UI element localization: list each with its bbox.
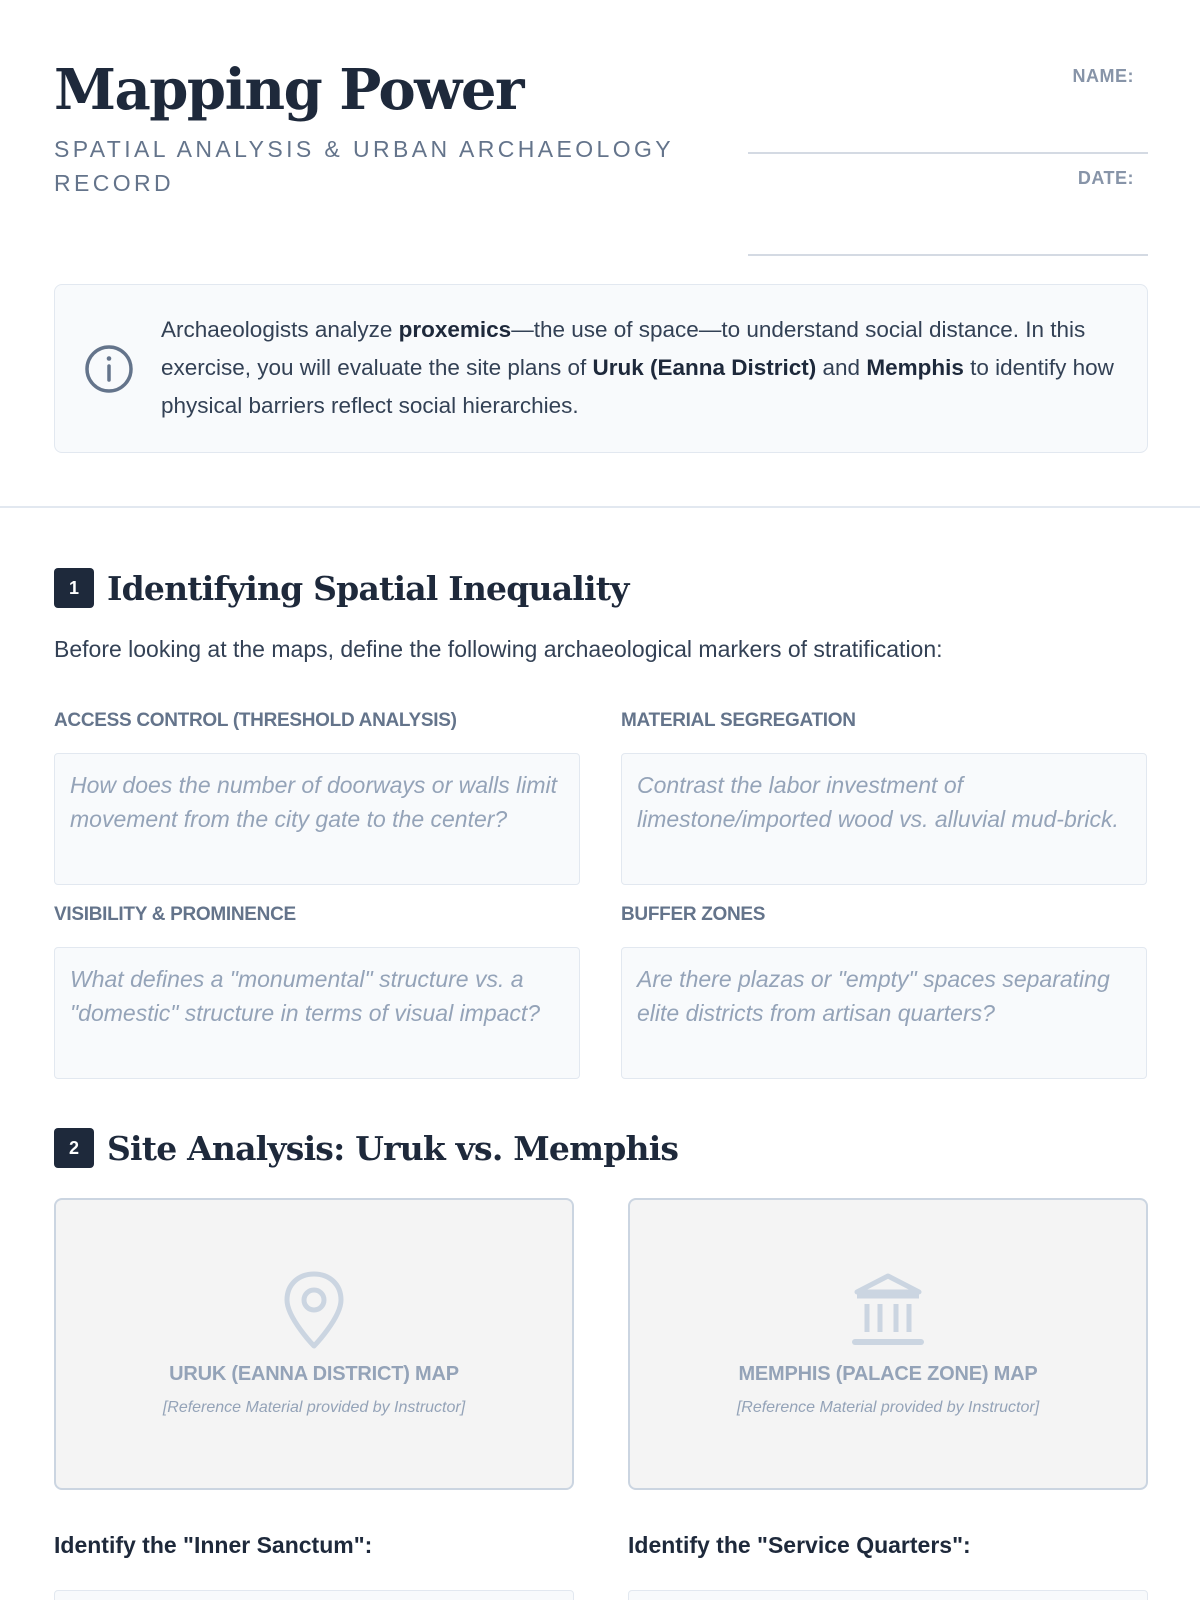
field-access-control: [54, 710, 580, 885]
section-2-heading: [54, 1128, 678, 1168]
map-note: [Reference Material provided by Instructor]: [162, 1399, 466, 1416]
material-segregation-answer[interactable]: Contrast the labor investment of limestone/imported wood vs. alluvial mud-brick.: [621, 753, 1147, 885]
section-title: Site Analysis: Uruk vs. Memphis: [107, 1128, 679, 1168]
map-title: MEMPHIS (PALACE ZONE) MAP: [738, 1363, 1038, 1385]
field-label: VISIBILITY & PROMINENCE: [54, 904, 296, 925]
field-visibility: [54, 904, 580, 1079]
name-label: NAME:: [1072, 66, 1134, 86]
intro-callout: [54, 284, 1148, 453]
section-number-badge: 2: [54, 1128, 94, 1168]
student-meta: [748, 52, 1148, 256]
section-1-instructions: Before looking at the maps, define the following archaeological markers of stratification:: [54, 636, 943, 662]
memphis-map-placeholder: [628, 1198, 1148, 1490]
date-label: DATE:: [1077, 168, 1134, 188]
field-label: MATERIAL SEGREGATION: [621, 710, 856, 731]
field-buffer-zones: [621, 904, 1147, 1079]
map-title: URUK (EANNA DISTRICT) MAP: [169, 1363, 459, 1385]
page-title: Mapping Power: [54, 57, 524, 123]
section-1-heading: [54, 568, 629, 608]
field-material-segregation: [621, 710, 1147, 885]
map-note: [Reference Material provided by Instructor]: [736, 1399, 1040, 1416]
section-divider: [0, 506, 1200, 508]
name-field[interactable]: [748, 52, 1148, 154]
intro-text: Archaeologists analyze proxemics—the use of space—to understand social distance. In this exercise, you will evaluate the site plans of Uruk (Eanna District) and Memphis to identify how physical barriers reflect social hierarchies.: [161, 317, 1114, 418]
site-uruk: Uruk (Eanna District): [592, 355, 817, 380]
date-field[interactable]: [748, 154, 1148, 256]
site-memphis: Memphis: [866, 355, 964, 380]
field-label: BUFFER ZONES: [621, 904, 766, 925]
section-number-badge: 1: [54, 568, 94, 608]
inner-sanctum-answer[interactable]: [54, 1590, 574, 1600]
info-icon: [84, 344, 134, 394]
map-pin-icon: [277, 1270, 351, 1350]
page-subtitle: SPATIAL ANALYSIS & URBAN ARCHAEOLOGY RECORD: [54, 136, 674, 196]
term-proxemics: proxemics: [398, 317, 512, 342]
section-title: Identifying Spatial Inequality: [107, 568, 629, 608]
uruk-map-placeholder: [54, 1198, 574, 1490]
service-quarters-answer[interactable]: [628, 1590, 1148, 1600]
temple-icon: [851, 1270, 925, 1350]
field-label: ACCESS CONTROL (THRESHOLD ANALYSIS): [54, 710, 457, 731]
inner-sanctum-label: Identify the "Inner Sanctum":: [54, 1532, 373, 1558]
visibility-answer[interactable]: What defines a "monumental" structure vs. a "domestic" structure in terms of visual impact?: [54, 947, 580, 1079]
buffer-zones-answer[interactable]: Are there plazas or "empty" spaces separating elite districts from artisan quarters?: [621, 947, 1147, 1079]
service-quarters-label: Identify the "Service Quarters":: [628, 1532, 971, 1558]
worksheet-header: [54, 52, 1148, 252]
access-control-answer[interactable]: How does the number of doorways or walls limit movement from the city gate to the center?: [54, 753, 580, 885]
